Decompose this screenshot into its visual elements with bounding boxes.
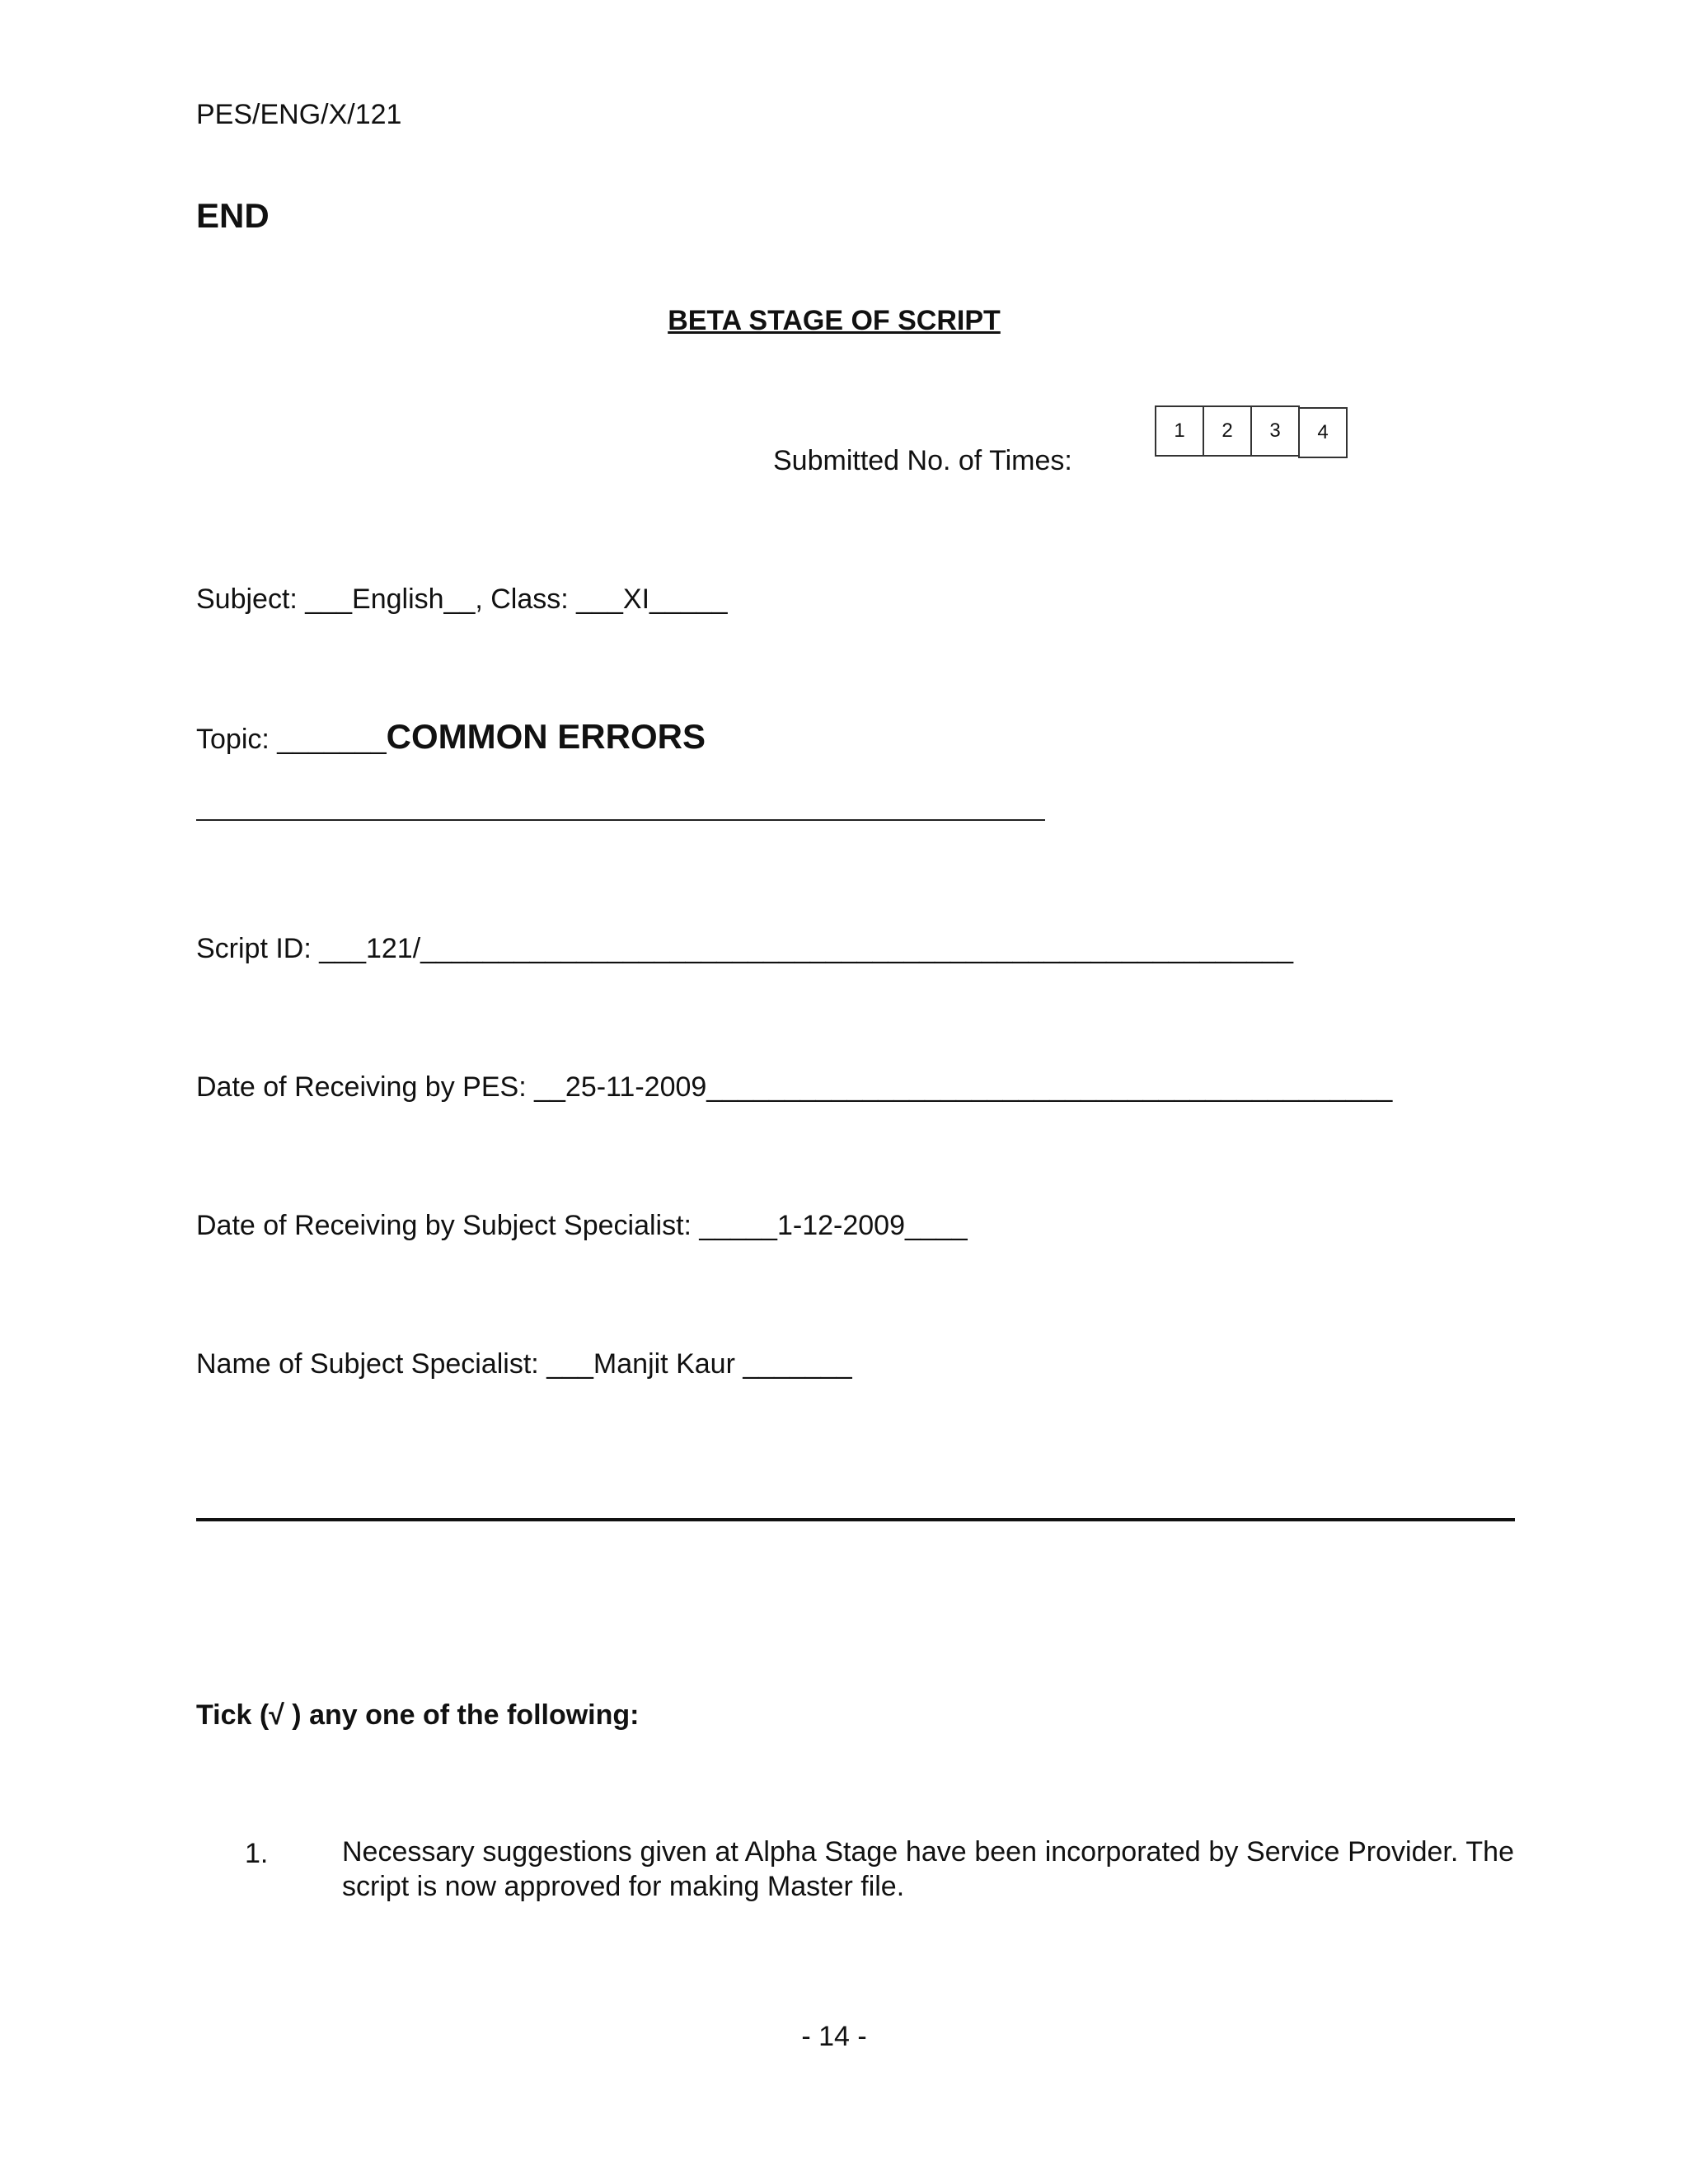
topic-label: Topic: _______ bbox=[196, 724, 387, 755]
submitted-times-label: Submitted No. of Times: bbox=[773, 445, 1072, 476]
page-number: - 14 - bbox=[801, 2021, 867, 2052]
submitted-times-box-3[interactable]: 3 bbox=[1250, 405, 1300, 457]
end-marker: END bbox=[196, 196, 270, 235]
submitted-times-boxes bbox=[1155, 405, 1346, 458]
specialist-receiving-date-field: Date of Receiving by Subject Specialist: _____1-12-2009____ bbox=[196, 1210, 968, 1241]
list-item-number: 1. bbox=[245, 1838, 269, 1869]
specialist-name-field: Name of Subject Specialist: ___Manjit Kaur _______ bbox=[196, 1348, 852, 1380]
topic-field bbox=[196, 717, 706, 757]
subject-class-field: Subject: ___English__, Class: ___XI_____ bbox=[196, 583, 728, 615]
list-item-text: Necessary suggestions given at Alpha Stage have been incorporated by Service Provider. The script is now approved for making Master file. bbox=[342, 1836, 1514, 1902]
page-title: BETA STAGE OF SCRIPT bbox=[668, 305, 1001, 336]
submitted-times-box-2[interactable]: 2 bbox=[1203, 405, 1252, 457]
tick-instruction-heading: Tick (√ ) any one of the following: bbox=[196, 1699, 640, 1731]
section-divider bbox=[196, 1518, 1515, 1521]
topic-underline bbox=[196, 819, 1045, 821]
submitted-times-box-1[interactable]: 1 bbox=[1155, 405, 1204, 457]
pes-receiving-date-field: Date of Receiving by PES: __25-11-2009____________________________________________ bbox=[196, 1071, 1393, 1103]
script-id-field: Script ID: ___121/________________________________________________________ bbox=[196, 933, 1294, 964]
submitted-times-box-4[interactable]: 4 bbox=[1298, 407, 1348, 458]
document-code: PES/ENG/X/121 bbox=[196, 99, 402, 130]
topic-value: COMMON ERRORS bbox=[386, 717, 706, 756]
